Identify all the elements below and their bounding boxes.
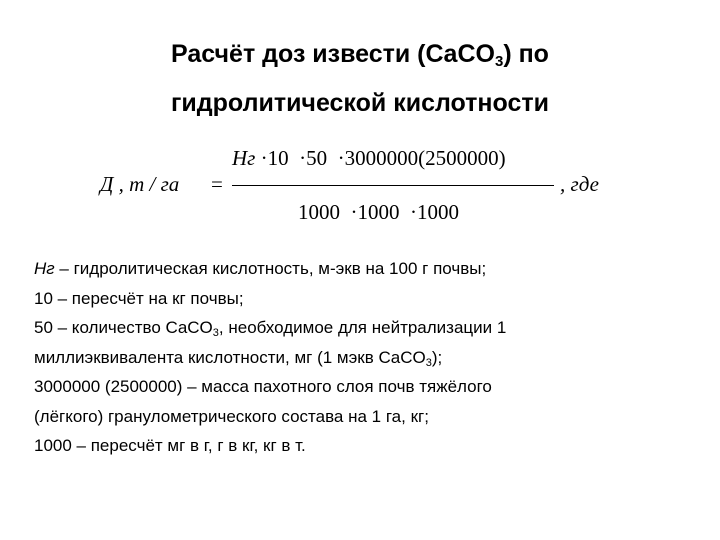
title-line-1: Расчёт доз извести (CaCO$_3$) по [171,40,549,70]
legend-line-4: миллиэквивалента кислотности, мг (1 мэкв CaCO$_3$); [34,347,443,369]
legend-line-5: 3000000 (2500000) – масса пахотного слоя почв тяжёлого [34,377,492,396]
title-subscript: 3 [494,53,504,70]
formula-numerator-variable: Нг [232,146,256,170]
formula-suffix: , где [560,172,599,196]
fraction-bar [232,185,554,186]
legend-line-7: 1000 – пересчёт мг в г, г в кг, кг в т. [34,436,306,455]
formula-numerator-factors: ·10 ·50 ·3000000(2500000) [255,146,506,170]
legend-subscript: 3 [212,327,219,339]
formula-denominator: 1000 ·1000 ·1000 [298,200,459,224]
legend-line-6: (лёгкого) гранулометрического состава на 1 га, кг; [34,406,429,426]
formula-lhs: Д , т / га [100,172,180,196]
page-title [0,30,720,128]
variable-legend [34,254,694,461]
legend-line-2: 10 – пересчёт на кг почвы; [34,288,244,308]
formula-equals-sign: = [211,172,223,196]
dose-formula [0,140,720,230]
formula-numerator [232,146,506,171]
title-line-2: гидролитической кислотности [171,89,549,117]
legend-variable-ng: Нг [34,259,55,278]
legend-subscript: 3 [425,356,432,369]
legend-line-3: 50 – количество CaCO$_3$, необходимое для нейтрализации 1 [34,318,507,339]
legend-line-1: Нг – гидролитическая кислотность, м-экв на 100 г почвы; [34,259,487,278]
